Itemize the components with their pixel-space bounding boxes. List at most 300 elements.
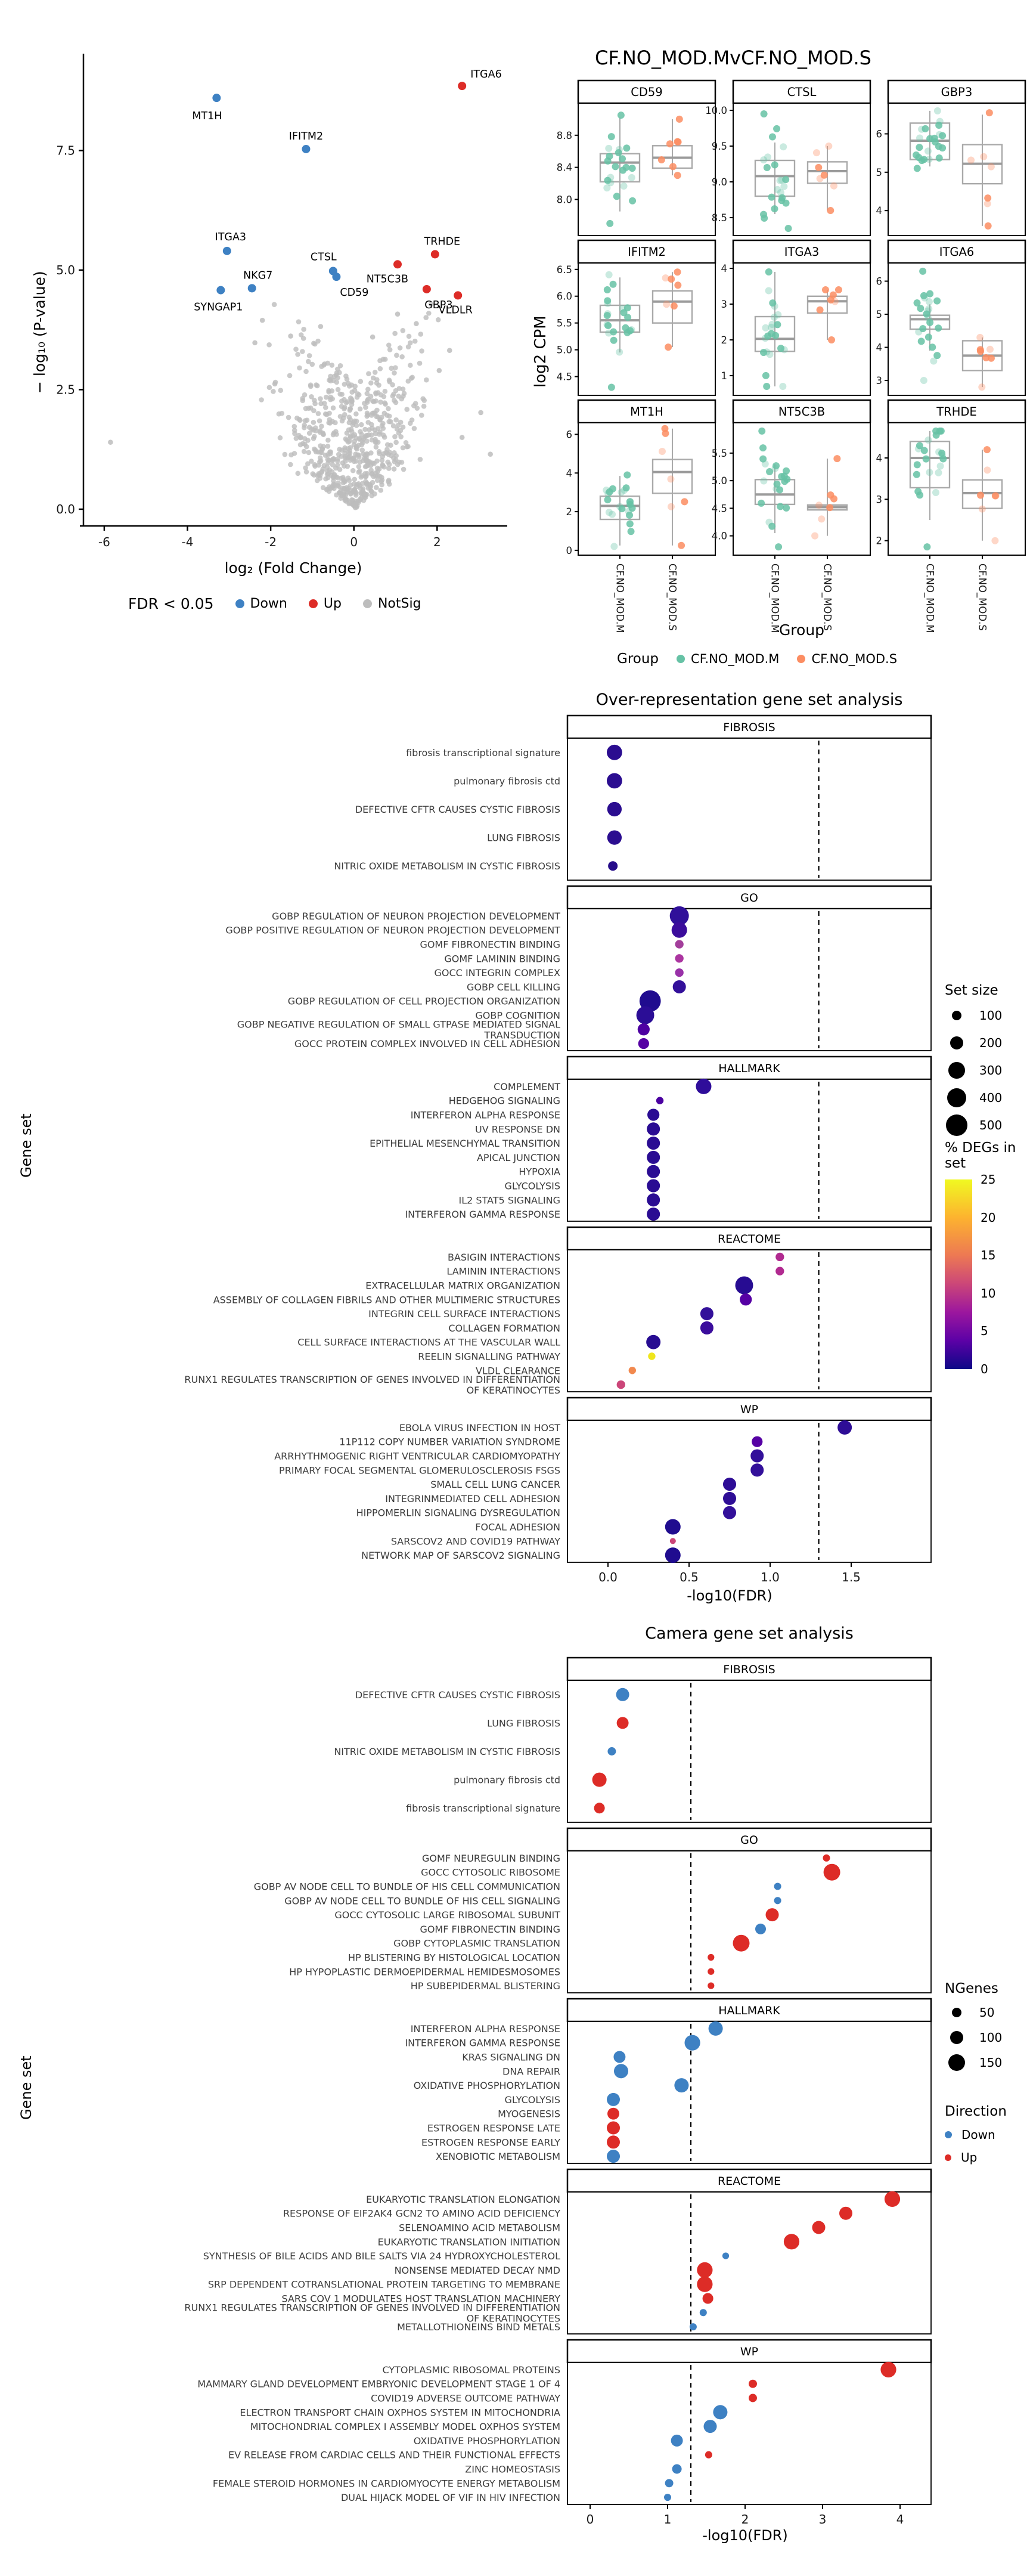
ora-dot bbox=[665, 1519, 681, 1534]
svg-text:-6: -6 bbox=[98, 535, 110, 549]
panel-header-label: HALLMARK bbox=[718, 1062, 780, 1075]
svg-text:ZINC HOMEOSTASIS: ZINC HOMEOSTASIS bbox=[465, 2463, 560, 2475]
svg-text:0: 0 bbox=[566, 544, 572, 556]
volcano-y-axis-label: − log₁₀ (P-value) bbox=[31, 271, 48, 394]
camera-dot bbox=[690, 2323, 697, 2330]
set-size-row: 400 bbox=[945, 1086, 1002, 1109]
ora-y-axis-label: Gene set bbox=[18, 1113, 35, 1178]
ora-dot bbox=[740, 1293, 752, 1305]
panel-header-label: REACTOME bbox=[717, 1233, 781, 1246]
svg-text:pulmonary fibrosis ctd: pulmonary fibrosis ctd bbox=[454, 1774, 560, 1786]
camera-dot bbox=[685, 2035, 700, 2051]
set-size-legend-rows bbox=[945, 1004, 1002, 1137]
ora-dot bbox=[617, 1380, 625, 1389]
svg-text:EPITHELIAL MESENCHYMAL TRANSIT: EPITHELIAL MESENCHYMAL TRANSITION bbox=[370, 1138, 560, 1150]
svg-text:BASIGIN INTERACTIONS: BASIGIN INTERACTIONS bbox=[447, 1251, 560, 1263]
svg-text:CF.NO_MOD.M: CF.NO_MOD.M bbox=[614, 564, 626, 633]
set-size-legend-title: Set size bbox=[945, 983, 998, 998]
svg-text:GOBP AV NODE CELL TO BUNDLE OF: GOBP AV NODE CELL TO BUNDLE OF HIS CELL COMMUNICATION bbox=[253, 1881, 560, 1893]
group-legend-item-s: CF.NO_MOD.S bbox=[797, 652, 897, 666]
group-s-dot-icon bbox=[797, 655, 805, 663]
svg-text:EXTRACELLULAR MATRIX ORGANIZAT: EXTRACELLULAR MATRIX ORGANIZATION bbox=[365, 1280, 560, 1292]
ora-dot bbox=[775, 1267, 784, 1275]
svg-text:0.0: 0.0 bbox=[56, 501, 75, 516]
camera-dot bbox=[607, 2093, 620, 2106]
svg-text:6: 6 bbox=[566, 429, 572, 441]
svg-text:LUNG FIBROSIS: LUNG FIBROSIS bbox=[487, 832, 560, 844]
ora-dot bbox=[675, 954, 684, 962]
ora-dot bbox=[647, 1122, 660, 1135]
ora-dot bbox=[675, 968, 684, 977]
camera-dot bbox=[592, 1773, 607, 1787]
camera-panel-REACTOME bbox=[184, 2169, 931, 2334]
set-size-row: 100 bbox=[945, 1004, 1002, 1027]
volcano-point-TRHDE bbox=[431, 250, 439, 258]
svg-text:CF.NO_MOD.M: CF.NO_MOD.M bbox=[924, 564, 936, 633]
svg-text:NITRIC OXIDE METABOLISM IN CYS: NITRIC OXIDE METABOLISM IN CYSTIC FIBROSIS bbox=[334, 860, 560, 872]
group-m-dot-icon bbox=[677, 655, 685, 663]
camera-dot bbox=[614, 2064, 628, 2078]
svg-text:GOBP CELL KILLING: GOBP CELL KILLING bbox=[466, 981, 560, 993]
svg-text:COLLAGEN FORMATION: COLLAGEN FORMATION bbox=[448, 1322, 560, 1334]
svg-text:1.0: 1.0 bbox=[761, 1570, 780, 1584]
svg-text:2: 2 bbox=[433, 535, 441, 549]
volcano-gene-label: ITGA3 bbox=[215, 231, 247, 243]
ora-dot bbox=[723, 1506, 736, 1519]
ora-dot bbox=[647, 1165, 660, 1178]
camera-dot bbox=[665, 2479, 674, 2487]
svg-text:6: 6 bbox=[876, 275, 882, 287]
svg-text:MITOCHONDRIAL COMPLEX I ASSEMB: MITOCHONDRIAL COMPLEX I ASSEMBLY MODEL OXPHOS SYSTEM bbox=[250, 2421, 560, 2433]
svg-text:-4: -4 bbox=[181, 535, 194, 549]
ora-dot bbox=[647, 1179, 660, 1192]
camera-dot bbox=[880, 2362, 896, 2377]
svg-text:VLDL CLEARANCE: VLDL CLEARANCE bbox=[476, 1365, 560, 1377]
panel-header-label: GO bbox=[740, 1834, 758, 1847]
boxplot-title: CF.NO_MOD.MvCF.NO_MOD.S bbox=[595, 47, 871, 69]
ora-panel-HALLMARK bbox=[370, 1057, 931, 1221]
camera-dot bbox=[704, 2420, 717, 2433]
svg-text:5.5: 5.5 bbox=[556, 317, 572, 329]
facet-NT5C3B bbox=[712, 400, 870, 633]
svg-text:MYOGENESIS: MYOGENESIS bbox=[498, 2108, 560, 2120]
ngenes-row: 100 bbox=[945, 2027, 1002, 2048]
direction-legend-title: Direction bbox=[945, 2104, 1007, 2119]
svg-text:NITRIC OXIDE METABOLISM IN CYS: NITRIC OXIDE METABOLISM IN CYSTIC FIBROSIS bbox=[334, 1746, 560, 1757]
facet-header-label: MT1H bbox=[630, 405, 663, 419]
panel-header-label: GO bbox=[740, 891, 758, 905]
svg-text:HP SUBEPIDERMAL BLISTERING: HP SUBEPIDERMAL BLISTERING bbox=[410, 1980, 560, 1992]
camera-dot bbox=[607, 2108, 619, 2120]
camera-dot bbox=[671, 2435, 683, 2447]
ora-panel-FIBROSIS bbox=[334, 716, 931, 880]
facet-ITGA3 bbox=[721, 240, 871, 395]
svg-text:RESPONSE OF EIF2AK4 GCN2 TO AM: RESPONSE OF EIF2AK4 GCN2 TO AMINO ACID DEFICIENCY bbox=[283, 2207, 560, 2219]
svg-text:10.0: 10.0 bbox=[705, 105, 727, 116]
svg-text:PRIMARY FOCAL SEGMENTAL GLOMER: PRIMARY FOCAL SEGMENTAL GLOMERULOSCLEROSIS FSGS bbox=[279, 1465, 560, 1476]
volcano-gene-label: CTSL bbox=[310, 251, 337, 264]
ora-dot bbox=[723, 1478, 736, 1491]
svg-text:ELECTRON TRANSPORT CHAIN OXPHO: ELECTRON TRANSPORT CHAIN OXPHOS SYSTEM IN MITOCHONDRIA bbox=[240, 2407, 560, 2419]
svg-text:pulmonary fibrosis ctd: pulmonary fibrosis ctd bbox=[454, 775, 560, 787]
facet-header-label: CD59 bbox=[631, 85, 663, 99]
ngenes-row: 150 bbox=[945, 2052, 1002, 2073]
svg-text:1: 1 bbox=[663, 2512, 672, 2527]
svg-text:INTEGRIN CELL SURFACE INTERACT: INTEGRIN CELL SURFACE INTERACTIONS bbox=[368, 1308, 560, 1320]
camera-dot bbox=[616, 1688, 629, 1701]
svg-text:OF KERATINOCYTES: OF KERATINOCYTES bbox=[466, 2312, 560, 2324]
svg-text:MAMMARY GLAND DEVELOPMENT EMBR: MAMMARY GLAND DEVELOPMENT EMBRYONIC DEVELOPMENT STAGE 1 OF 4 bbox=[197, 2378, 560, 2390]
facet-header-label: ITGA6 bbox=[939, 245, 975, 259]
colorbar-tick: 10 bbox=[981, 1286, 996, 1301]
volcano-point-MT1H bbox=[212, 94, 221, 102]
svg-text:HEDGEHOG SIGNALING: HEDGEHOG SIGNALING bbox=[448, 1095, 560, 1107]
camera-direction-legend bbox=[945, 2104, 1007, 2173]
camera-dot bbox=[749, 2394, 757, 2402]
camera-dot bbox=[774, 1883, 781, 1890]
ora-dot bbox=[638, 1038, 649, 1049]
svg-text:0.5: 0.5 bbox=[680, 1570, 699, 1584]
svg-text:SMALL CELL LUNG CANCER: SMALL CELL LUNG CANCER bbox=[430, 1479, 560, 1491]
volcano-gene-label: MT1H bbox=[192, 110, 222, 123]
notsig-dot-icon bbox=[363, 599, 372, 608]
svg-text:8.0: 8.0 bbox=[556, 194, 572, 206]
down-dot-icon bbox=[235, 599, 244, 608]
svg-text:INTERFERON ALPHA RESPONSE: INTERFERON ALPHA RESPONSE bbox=[410, 1109, 560, 1121]
svg-text:ESTROGEN RESPONSE LATE: ESTROGEN RESPONSE LATE bbox=[427, 2122, 560, 2134]
camera-dot bbox=[823, 1854, 830, 1862]
volcano-legend bbox=[128, 595, 421, 612]
svg-text:fibrosis transcriptional signa: fibrosis transcriptional signature bbox=[406, 747, 560, 758]
svg-text:CELL SURFACE INTERACTIONS AT T: CELL SURFACE INTERACTIONS AT THE VASCULAR WALL bbox=[297, 1336, 560, 1348]
svg-text:OXIDATIVE PHOSPHORYLATION: OXIDATIVE PHOSPHORYLATION bbox=[413, 2435, 560, 2447]
ora-dot bbox=[607, 773, 622, 789]
svg-text:DNA REPAIR: DNA REPAIR bbox=[502, 2066, 560, 2077]
ora-title: Over-representation gene set analysis bbox=[595, 691, 903, 709]
pct-degs-legend-title: % DEGs in set bbox=[945, 1140, 1016, 1171]
ora-color-legend bbox=[945, 1140, 1030, 1376]
camera-dot bbox=[824, 1864, 840, 1881]
ora-dot bbox=[775, 1253, 784, 1261]
svg-text:INTEGRINMEDIATED CELL ADHESION: INTEGRINMEDIATED CELL ADHESION bbox=[385, 1493, 560, 1504]
svg-text:7.5: 7.5 bbox=[56, 143, 75, 158]
svg-text:ASSEMBLY OF COLLAGEN FIBRILS A: ASSEMBLY OF COLLAGEN FIBRILS AND OTHER MULTIMERIC STRUCTURES bbox=[213, 1294, 560, 1306]
svg-text:fibrosis transcriptional signa: fibrosis transcriptional signature bbox=[406, 1803, 560, 1815]
ora-dot bbox=[675, 940, 684, 948]
svg-text:5.0: 5.0 bbox=[556, 344, 572, 356]
camera-dot bbox=[700, 2309, 707, 2316]
svg-text:HIPPOMERLIN SIGNALING DYSREGUL: HIPPOMERLIN SIGNALING DYSREGULATION bbox=[356, 1507, 560, 1519]
svg-text:3: 3 bbox=[818, 2512, 827, 2527]
ora-dot bbox=[607, 830, 622, 844]
svg-text:FEMALE STEROID HORMONES IN CAR: FEMALE STEROID HORMONES IN CARDIOMYOCYTE ENERGY METABOLISM bbox=[212, 2478, 560, 2490]
direction-legend-item-down: Down bbox=[945, 2128, 1007, 2142]
panel-header-label: WP bbox=[740, 2345, 759, 2358]
svg-text:FOCAL ADHESION: FOCAL ADHESION bbox=[475, 1521, 560, 1533]
svg-text:8.5: 8.5 bbox=[711, 212, 727, 224]
camera-dot bbox=[708, 1968, 714, 1975]
boxplot-grid bbox=[525, 24, 1030, 704]
svg-text:CF.NO_MOD.S: CF.NO_MOD.S bbox=[821, 564, 833, 631]
svg-text:GOBP CYTOPLASMIC TRANSLATION: GOBP CYTOPLASMIC TRANSLATION bbox=[393, 1937, 560, 1949]
ora-dot bbox=[647, 1208, 660, 1221]
svg-text:GOBP REGULATION OF NEURON PROJ: GOBP REGULATION OF NEURON PROJECTION DEVELOPMENT bbox=[272, 910, 560, 922]
ora-dot bbox=[700, 1321, 713, 1335]
volcano-point-SYNGAP1 bbox=[216, 286, 225, 295]
camera-dot bbox=[708, 1983, 714, 1989]
svg-text:1: 1 bbox=[721, 370, 727, 382]
colorbar-tick: 20 bbox=[981, 1210, 996, 1225]
facet-MT1H bbox=[566, 400, 716, 633]
volcano-point-VLDLR bbox=[454, 291, 462, 299]
svg-text:4: 4 bbox=[876, 342, 882, 354]
svg-text:5.0: 5.0 bbox=[711, 475, 727, 487]
svg-text:1.5: 1.5 bbox=[842, 1570, 861, 1584]
svg-text:CF.NO_MOD.S: CF.NO_MOD.S bbox=[666, 564, 678, 631]
svg-text:GOMF FIBRONECTIN BINDING: GOMF FIBRONECTIN BINDING bbox=[420, 1923, 560, 1935]
panel-header-label: FIBROSIS bbox=[723, 1663, 775, 1676]
facet-CTSL bbox=[705, 80, 870, 236]
volcano-point-GBP3 bbox=[423, 285, 431, 293]
svg-text:SELENOAMINO ACID METABOLISM: SELENOAMINO ACID METABOLISM bbox=[399, 2222, 560, 2234]
svg-text:6.0: 6.0 bbox=[556, 290, 572, 302]
svg-text:4: 4 bbox=[566, 467, 572, 479]
svg-text:2: 2 bbox=[566, 506, 572, 518]
svg-text:COVID19 ADVERSE OUTCOME PATHWA: COVID19 ADVERSE OUTCOME PATHWAY bbox=[371, 2392, 560, 2404]
svg-text:GOBP NEGATIVE REGULATION OF SM: GOBP NEGATIVE REGULATION OF SMALL GTPASE MEDIATED SIGNAL bbox=[237, 1018, 560, 1030]
svg-text:4: 4 bbox=[721, 263, 727, 274]
svg-text:5: 5 bbox=[876, 166, 882, 178]
svg-text:EBOLA VIRUS INFECTION IN HOST: EBOLA VIRUS INFECTION IN HOST bbox=[399, 1422, 560, 1433]
ora-dot bbox=[672, 922, 687, 938]
volcano-point-IFITM2 bbox=[302, 145, 310, 153]
volcano-legend-title: FDR < 0.05 bbox=[128, 595, 214, 612]
camera-dot bbox=[784, 2234, 799, 2249]
svg-text:ESTROGEN RESPONSE EARLY: ESTROGEN RESPONSE EARLY bbox=[421, 2137, 560, 2148]
svg-text:HP BLISTERING BY HISTOLOGICAL: HP BLISTERING BY HISTOLOGICAL LOCATION bbox=[348, 1952, 560, 1964]
svg-text:NONSENSE MEDIATED DECAY NMD: NONSENSE MEDIATED DECAY NMD bbox=[394, 2264, 560, 2276]
svg-text:GOCC CYTOSOLIC LARGE RIBOSOMAL: GOCC CYTOSOLIC LARGE RIBOSOMAL SUBUNIT bbox=[334, 1909, 560, 1921]
svg-text:XENOBIOTIC METABOLISM: XENOBIOTIC METABOLISM bbox=[436, 2151, 560, 2163]
camera-dot bbox=[613, 2051, 625, 2063]
volcano-point-NKG7 bbox=[248, 284, 256, 292]
svg-text:REELIN SIGNALLING PATHWAY: REELIN SIGNALLING PATHWAY bbox=[418, 1351, 560, 1363]
svg-text:5: 5 bbox=[876, 309, 882, 321]
volcano-gene-label: GBP3 bbox=[424, 299, 453, 311]
camera-dot bbox=[839, 2207, 852, 2220]
colorbar-tick: 15 bbox=[981, 1248, 996, 1263]
svg-text:-2: -2 bbox=[265, 535, 277, 549]
volcano-gene-label: SYNGAP1 bbox=[194, 301, 243, 314]
svg-text:DEFECTIVE CFTR CAUSES CYSTIC F: DEFECTIVE CFTR CAUSES CYSTIC FIBROSIS bbox=[355, 1689, 560, 1701]
ora-dot bbox=[647, 1193, 660, 1206]
svg-text:LUNG FIBROSIS: LUNG FIBROSIS bbox=[487, 1717, 560, 1729]
camera-dot bbox=[664, 2494, 671, 2501]
camera-dot bbox=[713, 2405, 727, 2419]
svg-text:CF.NO_MOD.M: CF.NO_MOD.M bbox=[769, 564, 781, 633]
camera-dot bbox=[617, 1717, 629, 1729]
svg-text:TRANSDUCTION: TRANSDUCTION bbox=[484, 1029, 560, 1041]
camera-x-axis-label: -log10(FDR) bbox=[702, 2527, 788, 2544]
volcano-gene-label: TRHDE bbox=[424, 236, 461, 248]
camera-ngenes-legend bbox=[945, 1981, 1002, 2077]
camera-dot bbox=[733, 1935, 750, 1952]
ora-x-axis-label: -log10(FDR) bbox=[687, 1587, 772, 1604]
panel-header-label: WP bbox=[740, 1403, 759, 1416]
svg-text:5.5: 5.5 bbox=[711, 447, 727, 459]
ora-dot bbox=[607, 802, 622, 816]
svg-text:ARRHYTHMOGENIC RIGHT VENTRICUL: ARRHYTHMOGENIC RIGHT VENTRICULAR CARDIOMYOPATHY bbox=[274, 1450, 560, 1462]
pct-degs-colorbar bbox=[945, 1172, 996, 1376]
svg-text:GOMF NEUREGULIN BINDING: GOMF NEUREGULIN BINDING bbox=[422, 1852, 560, 1864]
svg-text:GOBP AV NODE CELL TO BUNDLE OF: GOBP AV NODE CELL TO BUNDLE OF HIS CELL SIGNALING bbox=[284, 1895, 560, 1907]
up-dot-icon bbox=[309, 599, 318, 608]
svg-text:HYPOXIA: HYPOXIA bbox=[519, 1166, 560, 1178]
ora-dot bbox=[648, 1352, 655, 1360]
svg-text:0: 0 bbox=[586, 2512, 594, 2527]
ora-dotplot bbox=[0, 686, 1030, 1616]
svg-text:3: 3 bbox=[721, 299, 727, 310]
ora-dot bbox=[723, 1492, 736, 1505]
ngenes-legend-title: NGenes bbox=[945, 1981, 998, 1996]
svg-text:OF KERATINOCYTES: OF KERATINOCYTES bbox=[466, 1385, 560, 1397]
ora-dot bbox=[700, 1307, 713, 1320]
volcano-legend-item-down: Down bbox=[235, 596, 287, 611]
svg-text:9.5: 9.5 bbox=[711, 141, 727, 152]
camera-dot bbox=[749, 2380, 757, 2388]
svg-text:5.0: 5.0 bbox=[56, 262, 75, 277]
volcano-gene-label: ITGA6 bbox=[470, 69, 502, 81]
set-size-row: 200 bbox=[945, 1032, 1002, 1054]
boxplot-group-legend bbox=[617, 651, 897, 667]
svg-text:DUAL HIJACK MODEL OF VIF IN HI: DUAL HIJACK MODEL OF VIF IN HIV INFECTION bbox=[340, 2492, 560, 2504]
svg-text:EUKARYOTIC TRANSLATION INITIAT: EUKARYOTIC TRANSLATION INITIATION bbox=[377, 2236, 560, 2248]
panel-header-label: HALLMARK bbox=[718, 2004, 780, 2017]
ora-dot bbox=[673, 980, 686, 993]
svg-text:SYNTHESIS OF BILE ACIDS AND BI: SYNTHESIS OF BILE ACIDS AND BILE SALTS VIA 24 HYDROXYCHOLESTEROL bbox=[203, 2250, 560, 2262]
camera-dot bbox=[885, 2191, 900, 2207]
svg-text:EV RELEASE FROM CARDIAC CELLS: EV RELEASE FROM CARDIAC CELLS AND THEIR FUNCTIONAL EFFECTS bbox=[228, 2449, 560, 2461]
volcano-gene-label: IFITM2 bbox=[288, 130, 324, 143]
camera-dot bbox=[607, 2122, 620, 2135]
svg-text:8.8: 8.8 bbox=[556, 129, 572, 141]
direction-down-dot-icon bbox=[945, 2131, 952, 2138]
facet-header-label: NT5C3B bbox=[778, 405, 826, 419]
svg-text:GOMF FIBRONECTIN BINDING: GOMF FIBRONECTIN BINDING bbox=[420, 939, 560, 950]
ora-dot bbox=[750, 1463, 764, 1476]
ora-panel-WP bbox=[274, 1398, 931, 1584]
svg-text:RUNX1 REGULATES TRANSCRIPTION: RUNX1 REGULATES TRANSCRIPTION OF GENES INVOLVED IN DIFFERENTIATION bbox=[184, 2302, 560, 2314]
svg-text:KRAS SIGNALING DN: KRAS SIGNALING DN bbox=[462, 2051, 560, 2063]
camera-dot bbox=[705, 2451, 712, 2459]
volcano-point-ITGA3 bbox=[223, 247, 231, 255]
volcano-point-NT5C3B bbox=[393, 260, 402, 268]
volcano-plot bbox=[18, 42, 513, 578]
group-legend-item-m: CF.NO_MOD.M bbox=[677, 652, 779, 666]
svg-text:2: 2 bbox=[741, 2512, 749, 2527]
camera-dot bbox=[594, 1803, 605, 1813]
volcano-x-axis-label: log₂ (Fold Change) bbox=[224, 559, 362, 577]
camera-panel-GO bbox=[254, 1828, 931, 1993]
svg-text:11P112 COPY NUMBER VARIATION S: 11P112 COPY NUMBER VARIATION SYNDROME bbox=[339, 1436, 560, 1448]
camera-dot bbox=[755, 1924, 766, 1934]
volcano-gene-label: NT5C3B bbox=[366, 273, 409, 286]
ora-dot bbox=[607, 745, 622, 760]
facet-header-label: CTSL bbox=[787, 85, 817, 99]
svg-text:UV RESPONSE DN: UV RESPONSE DN bbox=[475, 1123, 560, 1135]
svg-text:GOCC INTEGRIN COMPLEX: GOCC INTEGRIN COMPLEX bbox=[434, 967, 560, 979]
volcano-point-ITGA6 bbox=[458, 82, 466, 90]
ora-dot bbox=[637, 1007, 654, 1024]
panel-header-label: FIBROSIS bbox=[723, 721, 775, 734]
svg-text:4.5: 4.5 bbox=[556, 371, 572, 383]
ora-dot bbox=[638, 1023, 650, 1035]
volcano-notsig-cloud bbox=[108, 302, 493, 510]
volcano-gene-label: NKG7 bbox=[243, 270, 273, 282]
ora-dot bbox=[670, 1538, 676, 1544]
ora-dot bbox=[647, 1109, 659, 1120]
boxplot-y-axis-label: log2 CPM bbox=[532, 315, 550, 388]
volcano-gene-label: VLDLR bbox=[438, 304, 473, 317]
ora-dot bbox=[647, 1151, 660, 1164]
camera-dot bbox=[766, 1908, 779, 1921]
direction-legend-item-up: Up bbox=[945, 2150, 1007, 2165]
svg-text:GOMF LAMININ BINDING: GOMF LAMININ BINDING bbox=[444, 953, 560, 965]
facet-header-label: GBP3 bbox=[941, 85, 973, 99]
volcano-gene-label: CD59 bbox=[340, 287, 369, 299]
svg-text:EUKARYOTIC TRANSLATION ELONGAT: EUKARYOTIC TRANSLATION ELONGATION bbox=[366, 2193, 560, 2205]
set-size-row: 500 bbox=[945, 1114, 1002, 1137]
camera-panel-FIBROSIS bbox=[334, 1658, 931, 1822]
svg-text:2.5: 2.5 bbox=[56, 382, 75, 397]
camera-dot bbox=[672, 2464, 682, 2474]
svg-text:GOBP REGULATION OF CELL PROJEC: GOBP REGULATION OF CELL PROJECTION ORGANIZATION bbox=[287, 995, 560, 1007]
camera-dot bbox=[722, 2253, 729, 2259]
ora-dot bbox=[608, 861, 618, 871]
ora-dot bbox=[647, 1137, 660, 1150]
ora-dot bbox=[736, 1277, 753, 1295]
ora-dot bbox=[656, 1097, 663, 1104]
camera-dot bbox=[812, 2221, 826, 2234]
svg-text:GOBP COGNITION: GOBP COGNITION bbox=[475, 1010, 560, 1021]
svg-text:HP HYPOPLASTIC DERMOEPIDERMAL: HP HYPOPLASTIC DERMOEPIDERMAL HEMIDESMOSOMES bbox=[289, 1966, 560, 1978]
facet-GBP3 bbox=[876, 80, 1026, 236]
colorbar-tick: 0 bbox=[981, 1362, 988, 1376]
group-legend-title: Group bbox=[617, 651, 659, 667]
camera-panel-HALLMARK bbox=[405, 1999, 931, 2163]
camera-dot bbox=[703, 2293, 713, 2303]
ora-dot bbox=[837, 1420, 852, 1435]
svg-text:6: 6 bbox=[876, 128, 882, 140]
svg-text:3: 3 bbox=[876, 494, 882, 506]
svg-text:4.5: 4.5 bbox=[711, 503, 727, 515]
facet-header-label: ITGA3 bbox=[784, 245, 820, 259]
svg-text:OXIDATIVE PHOSPHORYLATION: OXIDATIVE PHOSPHORYLATION bbox=[413, 2080, 560, 2092]
volcano-legend-item-up: Up bbox=[309, 596, 342, 611]
svg-text:COMPLEMENT: COMPLEMENT bbox=[494, 1080, 560, 1092]
volcano-sig-genes bbox=[192, 69, 501, 316]
svg-text:NETWORK MAP OF SARSCOV2 SIGNAL: NETWORK MAP OF SARSCOV2 SIGNALING bbox=[361, 1550, 560, 1562]
facet-header-label: TRHDE bbox=[936, 405, 977, 419]
direction-up-dot-icon bbox=[945, 2154, 951, 2161]
svg-text:RUNX1 REGULATES TRANSCRIPTION: RUNX1 REGULATES TRANSCRIPTION OF GENES INVOLVED IN DIFFERENTIATION bbox=[184, 1374, 560, 1386]
svg-text:3: 3 bbox=[876, 375, 882, 387]
svg-text:GOBP POSITIVE REGULATION OF NE: GOBP POSITIVE REGULATION OF NEURON PROJECTION DEVELOPMENT bbox=[225, 924, 560, 936]
svg-text:4: 4 bbox=[876, 205, 882, 217]
facet-CD59 bbox=[557, 80, 715, 236]
svg-text:IL2 STAT5 SIGNALING: IL2 STAT5 SIGNALING bbox=[458, 1194, 560, 1206]
ora-dot bbox=[696, 1079, 711, 1094]
